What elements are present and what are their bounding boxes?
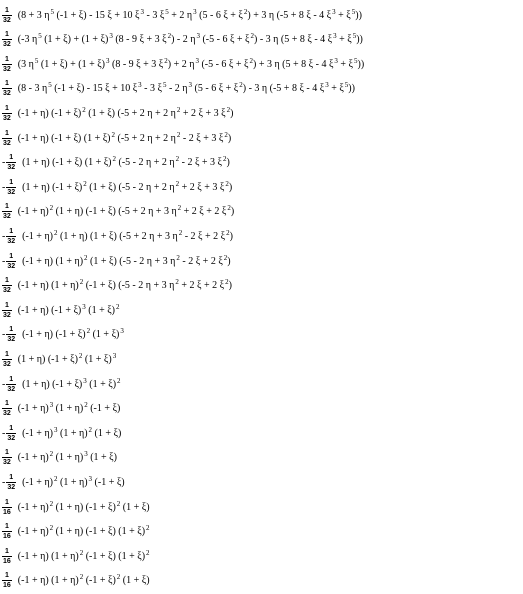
fraction-denominator: 16 — [3, 582, 11, 590]
coefficient-fraction — [6, 228, 16, 245]
coefficient-fraction — [2, 31, 12, 48]
fraction-bar — [2, 408, 12, 409]
fraction-numerator: 1 — [4, 31, 9, 39]
formula-row — [2, 445, 117, 471]
formula-row — [2, 27, 363, 53]
formula-expression: (8 - 3 $\eta^5$ (-1 + ξ) - 15 ξ + 10 $\xi^3 - 3$ $\xi^5 - 2$ $\eta^3$ (5 - 6 $\xi + \xi^2) - 3$ η (-5 + 8 ξ - 4 $\xi^3 + \xi^5$)) — [17, 81, 355, 95]
fraction-bar — [2, 138, 12, 139]
fraction-bar — [2, 39, 12, 40]
fraction-denominator: 32 — [7, 164, 16, 172]
fraction-bar — [2, 556, 12, 557]
coefficient-fraction — [2, 130, 12, 147]
fraction-numerator: 1 — [4, 277, 9, 285]
formula-row — [2, 371, 121, 397]
formula-expression: $(-1 + \eta)^3$ $(1 + \eta)^2$ (1 + ξ) — [22, 425, 122, 439]
fraction-bar — [2, 88, 12, 89]
fraction-numerator: 1 — [4, 129, 9, 137]
fraction-numerator: 1 — [4, 449, 9, 457]
fraction-numerator: 1 — [4, 104, 9, 112]
fraction-denominator: 32 — [7, 434, 16, 442]
formula-row — [2, 519, 150, 545]
fraction-denominator: 32 — [3, 65, 11, 73]
fraction-numerator: 1 — [4, 301, 9, 309]
fraction-bar — [2, 580, 12, 581]
formula-sign: - — [2, 476, 6, 488]
fraction-numerator: 1 — [4, 6, 9, 14]
coefficient-fraction — [2, 56, 12, 73]
formula-row — [2, 396, 120, 422]
fraction-denominator: 16 — [3, 557, 11, 565]
formula-row — [2, 568, 150, 594]
fraction-denominator: 32 — [3, 114, 11, 122]
formula-expression: (1 + η) (-1 + ξ) $(1 + \xi)^2$ (-5 - 2 η + 2 $\eta^2 - 2$ ξ + 3 $\xi^2$) — [22, 155, 230, 169]
fraction-denominator: 32 — [3, 16, 11, 24]
coefficient-fraction — [2, 499, 12, 516]
formula-expression: $(-1 + \eta)^3$ $(1 + \eta)^2$ (-1 + ξ) — [17, 401, 121, 415]
formula-expression: (1 + η) $(-1 + \xi)^2$ (1 + ξ) (-5 - 2 η + 2 $\eta^2 + 2$ ξ + 3 $\xi^2$) — [22, 179, 233, 193]
coefficient-fraction — [2, 572, 12, 589]
formula-expression: (-1 + η) $(1 + \eta)^2$ (-1 + ξ) (-5 - 2 η + 3 $\eta^2 + 2$ ξ + 2 $\xi^2$) — [17, 278, 232, 292]
coefficient-fraction — [6, 425, 16, 442]
fraction-numerator: 1 — [9, 178, 14, 186]
fraction-bar — [6, 261, 16, 262]
coefficient-fraction — [6, 326, 16, 343]
fraction-bar — [2, 457, 12, 458]
fraction-bar — [6, 384, 16, 385]
formula-expression: (-3 $\eta^5$ $(1 + \xi) + (1 + \xi)^3$ (8 - 9 ξ + 3 $\xi^2) - 2$ $\eta^3$ (-5 - 6 $\xi + \xi^2) - 3$ η (5 + 8 ξ - 4 $\xi^3 + \xi^5$)) — [17, 32, 363, 46]
formula-row — [2, 469, 125, 495]
coefficient-fraction — [2, 351, 12, 368]
fraction-bar — [6, 162, 16, 163]
fraction-denominator: 16 — [3, 508, 11, 516]
fraction-denominator: 32 — [3, 90, 11, 98]
formula-row — [2, 297, 120, 323]
fraction-numerator: 1 — [9, 326, 14, 334]
formula-row — [2, 494, 150, 520]
formula-row — [2, 322, 124, 348]
fraction-numerator: 1 — [4, 350, 9, 358]
fraction-denominator: 32 — [7, 188, 16, 196]
coefficient-fraction — [2, 548, 12, 565]
fraction-numerator: 1 — [9, 473, 14, 481]
formula-expression: (-1 + η) $(-1 + \xi)^2$ (1 + ξ) (-5 + 2 η + 2 $\eta^2 + 2$ ξ + 3 $\xi^2$) — [17, 105, 234, 119]
fraction-bar — [6, 482, 16, 483]
coefficient-fraction — [2, 523, 12, 540]
coefficient-fraction — [2, 80, 12, 97]
fraction-numerator: 1 — [4, 400, 9, 408]
fraction-numerator: 1 — [9, 154, 14, 162]
fraction-bar — [2, 211, 12, 212]
formula-row — [2, 223, 233, 249]
formula-expression: (-1 + η) $(1 + \eta)^2$ (-1 + ξ) $(1 + \xi)^2$ — [17, 548, 150, 562]
formula-sign: - — [2, 427, 6, 439]
formula-sign: - — [2, 230, 6, 242]
fraction-bar — [2, 507, 12, 508]
fraction-bar — [2, 531, 12, 532]
fraction-denominator: 32 — [3, 459, 11, 467]
fraction-denominator: 32 — [3, 287, 11, 295]
formula-row — [2, 76, 355, 102]
fraction-numerator: 1 — [4, 498, 9, 506]
fraction-numerator: 1 — [4, 80, 9, 88]
formula-expression: (-1 + η) $(1 + \eta)^2$ (1 + ξ) (-5 - 2 η + 3 $\eta^2 - 2$ ξ + 2 $\xi^2$) — [22, 253, 231, 267]
formula-expression: $(-1 + \eta)^2$ $(1 + \eta)^3$ (1 + ξ) — [17, 450, 117, 464]
coefficient-fraction — [2, 277, 12, 294]
coefficient-fraction — [2, 203, 12, 220]
fraction-bar — [2, 15, 12, 16]
formula-expression: (-1 + η) (-1 + ξ) $(1 + \xi)^2$ (-5 + 2 η + 2 $\eta^2 - 2$ ξ + 3 $\xi^2$) — [17, 130, 232, 144]
formula-expression: (-1 + η) $(1 + \eta)^2$ $(-1 + \xi)^2$ (1 + ξ) — [17, 573, 150, 587]
fraction-numerator: 1 — [4, 547, 9, 555]
formula-expression: (3 $\eta^5$ $(1 + \xi) + (1 + \xi)^3$ (8 - 9 ξ + 3 $\xi^2) + 2$ $\eta^3$ (-5 - 6 $\xi + \xi^2) + 3$ η (5 + 8 ξ - 4 $\xi^3 + \xi^5$)) — [17, 56, 365, 70]
fraction-bar — [6, 236, 16, 237]
fraction-bar — [2, 359, 12, 360]
formula-sign: - — [2, 378, 6, 390]
formula-expression: (8 + 3 $\eta^5$ (-1 + ξ) - 15 ξ + 10 $\xi^3 - 3$ $\xi^5 + 2$ $\eta^3$ (5 - 6 $\xi + \xi^2) + 3$ η (-5 + 8 ξ - 4 $\xi^3 + \xi^5$)) — [17, 7, 362, 21]
formula-sign: - — [2, 255, 6, 267]
fraction-denominator: 32 — [7, 262, 16, 270]
fraction-denominator: 32 — [3, 311, 11, 319]
fraction-bar — [2, 310, 12, 311]
fraction-denominator: 32 — [3, 360, 11, 368]
coefficient-fraction — [2, 400, 12, 417]
formula-row — [2, 51, 364, 77]
coefficient-fraction — [6, 154, 16, 171]
fraction-denominator: 32 — [3, 139, 11, 147]
fraction-bar — [6, 187, 16, 188]
coefficient-fraction — [6, 179, 16, 196]
fraction-denominator: 32 — [7, 483, 16, 491]
fraction-bar — [6, 433, 16, 434]
coefficient-fraction — [2, 105, 12, 122]
formula-row — [2, 543, 150, 569]
fraction-bar — [2, 64, 12, 65]
formula-expression: (1 + η) $(-1 + \xi)^3$ $(1 + \xi)^2$ — [22, 376, 121, 390]
fraction-numerator: 1 — [4, 55, 9, 63]
formula-row — [2, 150, 230, 176]
formula-sign: - — [2, 329, 6, 341]
fraction-denominator: 32 — [3, 410, 11, 418]
formula-row — [2, 100, 233, 126]
formula-sign: - — [2, 157, 6, 169]
formula-row — [2, 273, 232, 299]
formula-row — [2, 174, 232, 200]
fraction-numerator: 1 — [9, 375, 14, 383]
fraction-denominator: 32 — [3, 41, 11, 49]
fraction-denominator: 32 — [7, 336, 16, 344]
fraction-numerator: 1 — [9, 424, 14, 432]
fraction-bar — [6, 334, 16, 335]
fraction-denominator: 16 — [3, 533, 11, 541]
fraction-bar — [2, 113, 12, 114]
coefficient-fraction — [2, 7, 12, 24]
coefficient-fraction — [2, 449, 12, 466]
formula-expression: $(-1 + \eta)^2$ (1 + η) $(-1 + \xi)^2$ (1 + ξ) — [17, 499, 150, 513]
coefficient-fraction — [2, 302, 12, 319]
formula-row — [2, 346, 116, 372]
fraction-numerator: 1 — [4, 572, 9, 580]
fraction-numerator: 1 — [9, 227, 14, 235]
formula-row — [2, 248, 231, 274]
fraction-bar — [2, 285, 12, 286]
fraction-numerator: 1 — [4, 203, 9, 211]
formula-expression: $(-1 + \eta)^2$ $(1 + \eta)^3$ (-1 + ξ) — [22, 474, 125, 488]
formula-expression: (-1 + η) $(-1 + \xi)^3$ $(1 + \xi)^2$ — [17, 302, 120, 316]
formula-expression: (1 + η) $(-1 + \xi)^2$ $(1 + \xi)^3$ — [17, 351, 117, 365]
formula-row — [2, 420, 121, 446]
formula-expression: $(-1 + \eta)^2$ (1 + η) (-1 + ξ) $(1 + \xi)^2$ — [17, 524, 150, 538]
formula-expression: (-1 + η) $(-1 + \xi)^2$ $(1 + \xi)^3$ — [22, 327, 124, 341]
fraction-numerator: 1 — [9, 252, 14, 260]
formula-expression: $(-1 + \eta)^2$ (1 + η) (1 + ξ) (-5 + 2 η + 3 $\eta^2 - 2$ ξ + 2 $\xi^2$) — [22, 228, 233, 242]
formula-sign: - — [2, 181, 6, 193]
coefficient-fraction — [6, 474, 16, 491]
formula-row — [2, 2, 362, 28]
fraction-denominator: 32 — [7, 385, 16, 393]
formula-expression: $(-1 + \eta)^2$ (1 + η) (-1 + ξ) (-5 + 2 η + 3 $\eta^2 + 2$ ξ + 2 $\xi^2$) — [17, 204, 235, 218]
coefficient-fraction — [6, 253, 16, 270]
fraction-numerator: 1 — [4, 523, 9, 531]
coefficient-fraction — [6, 376, 16, 393]
fraction-denominator: 32 — [7, 237, 16, 245]
formula-row — [2, 125, 231, 151]
fraction-denominator: 32 — [3, 213, 11, 221]
formula-row — [2, 199, 234, 225]
